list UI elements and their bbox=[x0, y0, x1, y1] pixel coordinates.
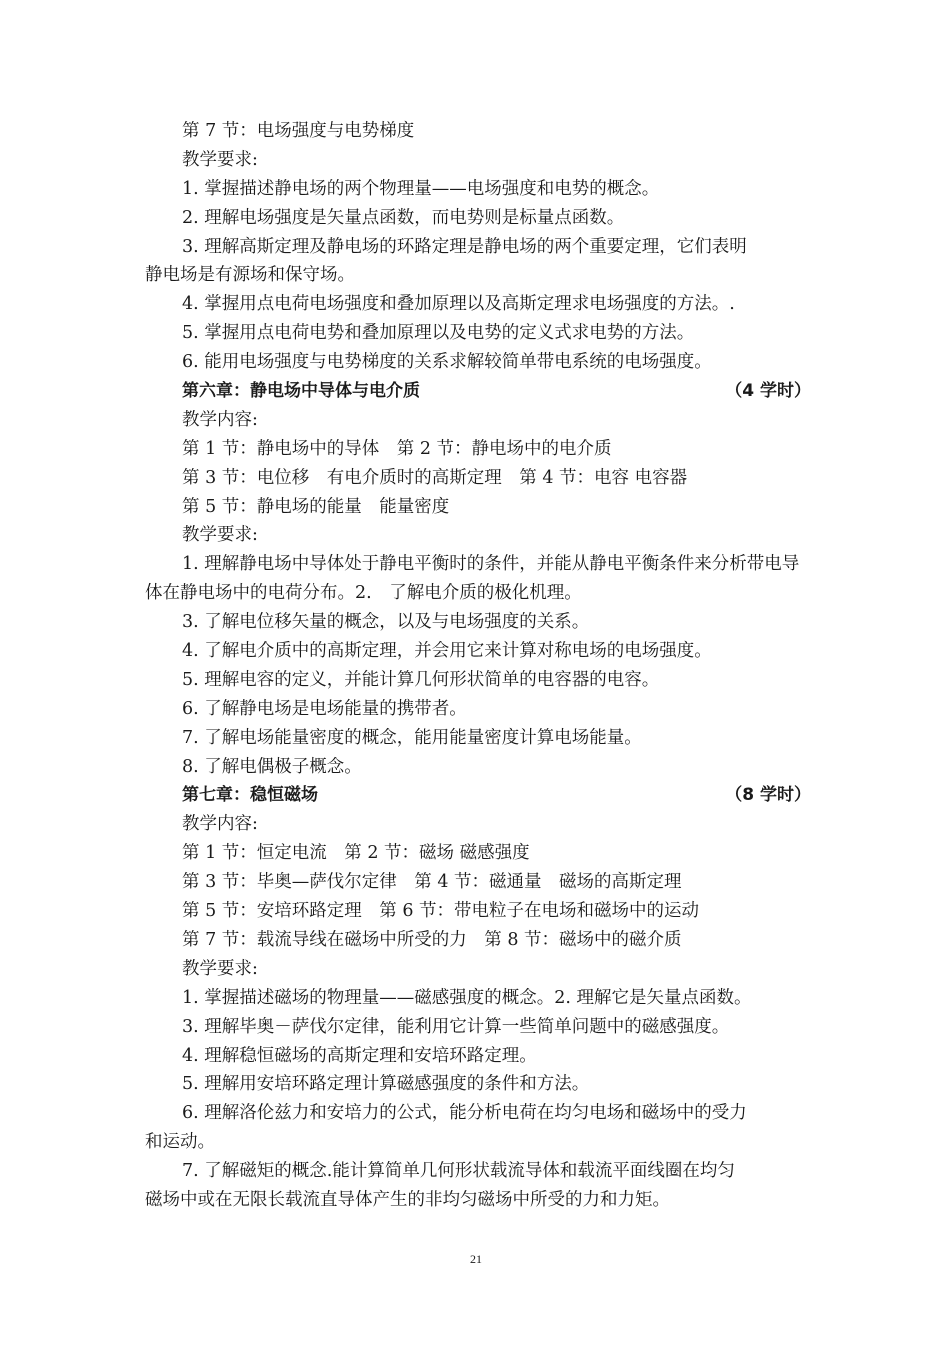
content-item: 第 1 节：恒定电流 第 2 节：磁场 磁感强度 bbox=[182, 843, 530, 864]
content-item: 第 7 节：载流导线在磁场中所受的力 第 8 节：磁场中的磁介质 bbox=[182, 929, 682, 950]
requirement-item: 1. 理解静电场中导体处于静电平衡时的条件，并能从静电平衡条件来分析带电导 bbox=[182, 554, 800, 575]
requirement-item: 5. 理解用安培环路定理计算磁感强度的条件和方法。 bbox=[182, 1074, 590, 1095]
document-body bbox=[145, 117, 813, 1215]
requirement-item: 7. 了解磁矩的概念.能计算简单几何形状载流导体和载流平面线圈在均匀 bbox=[182, 1161, 735, 1182]
content-item: 第 3 节：毕奥—萨伐尔定律 第 4 节：磁通量 磁场的高斯定理 bbox=[182, 872, 682, 893]
chapter-heading bbox=[145, 377, 813, 406]
content-label: 教学内容: bbox=[182, 409, 258, 430]
requirement-item-continuation: 磁场中或在无限长载流直导体产生的非均匀磁场中所受的力和力矩。 bbox=[145, 1189, 670, 1210]
content-item: 第 3 节：电位移 有电介质时的高斯定理 第 4 节：电容 电容器 bbox=[182, 467, 688, 488]
requirement-item: 6. 能用电场强度与电势梯度的关系求解较简单带电系统的电场强度。 bbox=[182, 352, 712, 373]
requirements-label: 教学要求: bbox=[182, 525, 258, 546]
chapter-heading bbox=[145, 781, 813, 810]
requirement-item: 6. 理解洛伦兹力和安培力的公式，能分析电荷在均匀电场和磁场中的受力 bbox=[182, 1103, 747, 1124]
content-item: 第 5 节：安培环路定理 第 6 节：带电粒子在电场和磁场中的运动 bbox=[182, 901, 700, 922]
requirement-item: 8. 了解电偶极子概念。 bbox=[182, 756, 362, 777]
requirement-item-continuation: 静电场是有源场和保守场。 bbox=[145, 265, 355, 286]
requirement-item: 6. 了解静电场是电场能量的携带者。 bbox=[182, 698, 467, 719]
content-item: 第 1 节：静电场中的导体 第 2 节：静电场中的电介质 bbox=[182, 438, 612, 459]
chapter-title: 第六章：静电场中导体与电介质 bbox=[182, 381, 420, 402]
requirement-item: 7. 了解电场能量密度的概念，能用能量密度计算电场能量。 bbox=[182, 727, 642, 748]
requirement-item: 1. 掌握描述磁场的物理量——磁感强度的概念。2. 理解它是矢量点函数。 bbox=[182, 987, 752, 1008]
requirement-item: 3. 理解高斯定理及静电场的环路定理是静电场的两个重要定理，它们表明 bbox=[182, 236, 747, 257]
requirement-item: 4. 掌握用点电荷电场强度和叠加原理以及高斯定理求电场强度的方法。. bbox=[182, 294, 735, 315]
requirement-item: 3. 了解电位移矢量的概念，以及与电场强度的关系。 bbox=[182, 612, 590, 633]
requirement-item-continuation: 和运动。 bbox=[145, 1132, 215, 1153]
requirements-label: 教学要求: bbox=[182, 958, 258, 979]
requirement-item: 3. 理解毕奥－萨伐尔定律，能利用它计算一些简单问题中的磁感强度。 bbox=[182, 1016, 730, 1037]
requirement-item: 1. 掌握描述静电场的两个物理量——电场强度和电势的概念。 bbox=[182, 178, 660, 199]
requirement-item: 5. 理解电容的定义，并能计算几何形状简单的电容器的电容。 bbox=[182, 669, 660, 690]
page-number: 21 bbox=[470, 1252, 482, 1266]
section-title: 第 7 节：电场强度与电势梯度 bbox=[182, 121, 415, 141]
requirement-item: 2. 理解电场强度是矢量点函数，而电势则是标量点函数。 bbox=[182, 207, 625, 228]
content-label: 教学内容: bbox=[182, 814, 258, 835]
chapter-title: 第七章：稳恒磁场 bbox=[182, 785, 318, 806]
requirement-item: 5. 掌握用点电荷电势和叠加原理以及电势的定义式求电势的方法。 bbox=[182, 323, 695, 344]
content-item: 第 5 节：静电场的能量 能量密度 bbox=[182, 496, 450, 517]
chapter-hours: （4 学时） bbox=[725, 381, 811, 402]
requirement-item: 4. 了解电介质中的高斯定理，并会用它来计算对称电场的电场强度。 bbox=[182, 641, 712, 662]
chapter-hours: （8 学时） bbox=[725, 785, 811, 806]
requirement-item-continuation: 体在静电场中的电荷分布。2. 了解电介质的极化机理。 bbox=[145, 583, 582, 604]
requirement-item: 4. 理解稳恒磁场的高斯定理和安培环路定理。 bbox=[182, 1045, 537, 1066]
requirements-label: 教学要求: bbox=[182, 149, 258, 170]
